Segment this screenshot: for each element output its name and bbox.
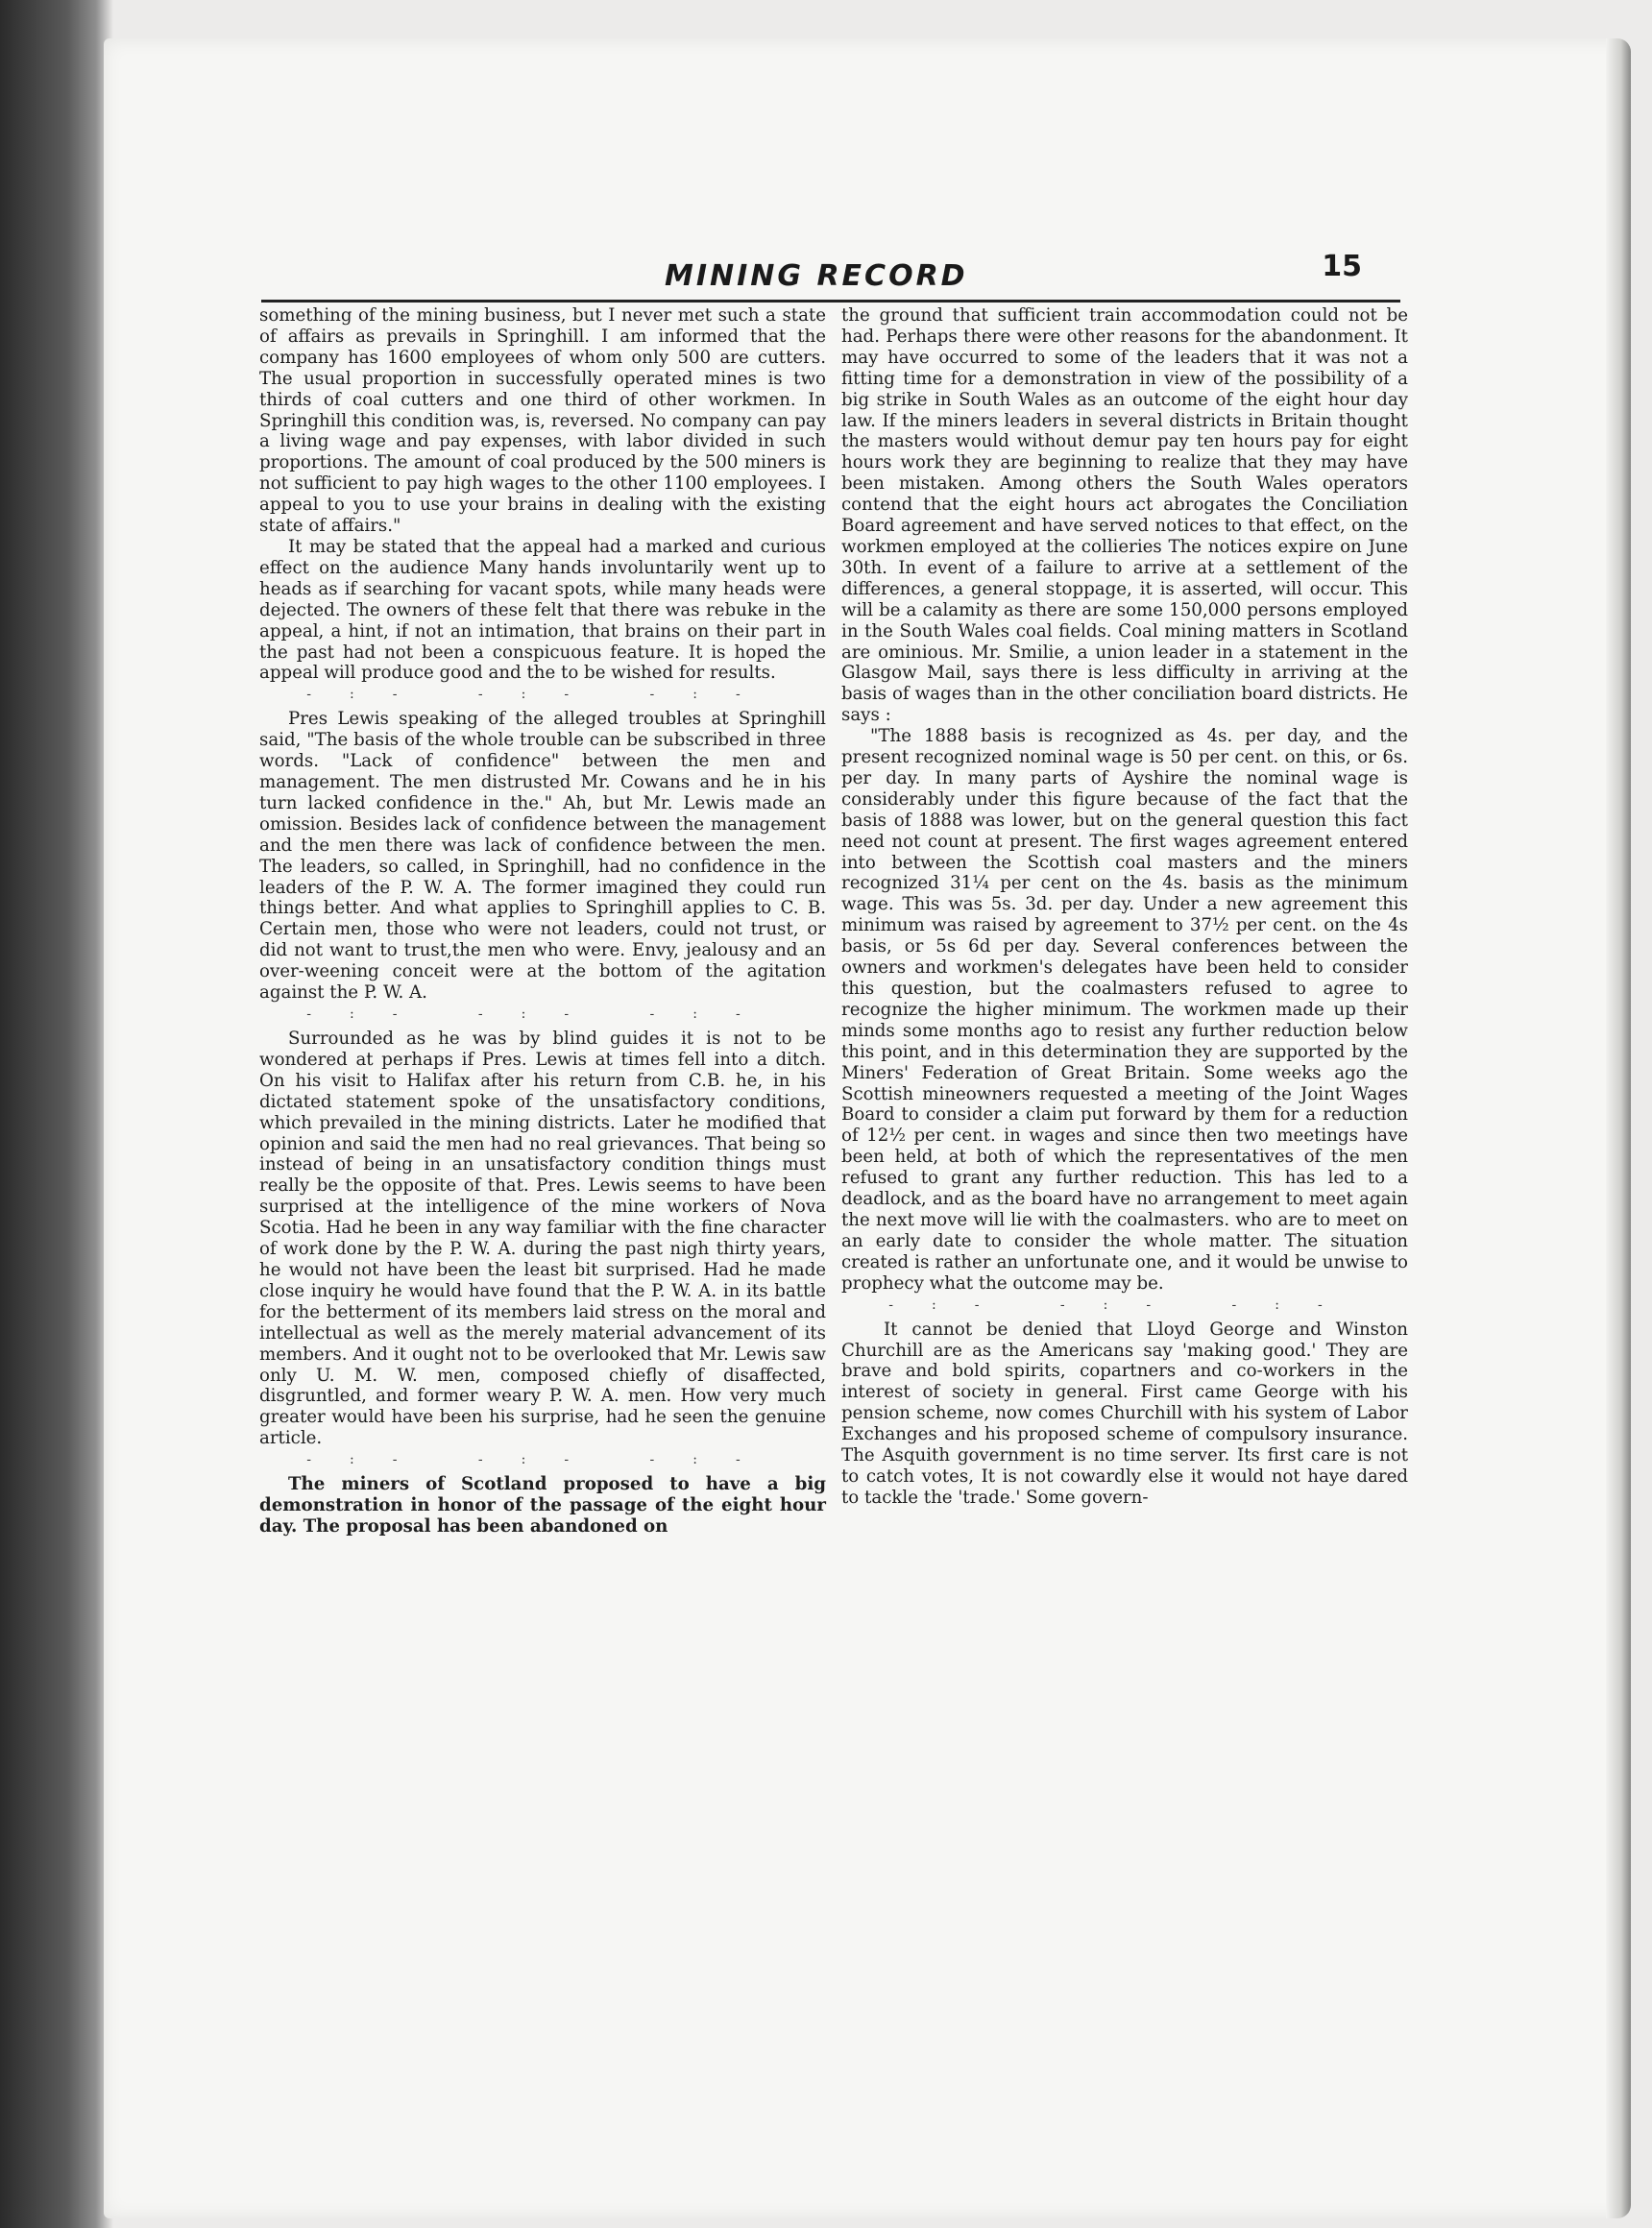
left-paragraph-3: Pres Lewis speaking of the alleged troubles at Springhill said, "The basis of the whole trouble can be subscribed in three words. "Lack of confidence" between the men and management. The men distrusted Mr. Cowans and he in his turn lacked confidence in the." Ah, but Mr. Lewis made an omission. Besides lack of confidence between the management and the men there was lack of confidence between the men. The leaders, so called, in Springhill, had no confidence in the leaders of the P. W. A. The former imagined they could run things better. And what applies to Springhill applies to C. B. Certain men, those who were not leaders, could not trust, or did not want to trust,the men who were. Envy, jealousy and an over-weening conceit were at the bottom of the agitation against the P. W. A. [259,709,826,1004]
left-paragraph-5: The miners of Scotland proposed to have a big demonstration in honor of the passage of the eight hour day. The proposal has been abandoned on [259,1474,826,1537]
running-title: MINING RECORD [665,259,968,293]
section-separator: -:- -:- -:- [306,687,779,703]
page-number: 15 [1322,250,1362,283]
left-paragraph-1: something of the mining business, but I never met such a state of affairs as prevails in Springhill. I am informed that the company has 1600 employees of whom only 500 are cutters. The usual proportion in successfully operated mines is two thirds of coal cutters and one third of other workmen. In Springhill this condition was, is, reversed. No company can pay a living wage and pay expenses, with labor divided in such proportions. The amount of coal produced by the 500 miners is not sufficient to pay high wages to the other 1100 employees. I appeal to you to use your brains in dealing with the existing state of affairs." [259,305,826,537]
left-paragraph-4: Surrounded as he was by blind guides it is not to be wondered at perhaps if Pres. Lewis at times fell into a ditch. On his visit to Halifax after his return from C.B. he, in his dictated statement spoke of the unsatisfactory conditions, which prevailed in the mining districts. Later he modified that opinion and said the men had no real grievances. That being so instead of being in an unsatisfactory condition things must really be the opposite of that. Pres. Lewis seems to have been surprised at the intelligence of the mine workers of Nova Scotia. Had he been in any way familiar with the fine character of work done by the P. W. A. during the past nigh thirty years, he would not have been the least bit surprised. Had he made close inquiry he would have found that the P. W. A. in its battle for the betterment of its members laid stress on the moral and intellectual as well as the merely material advancement of its members. And it ought not to be overlooked that Mr. Lewis saw only U. M. W. men, composed chiefly of disaffected, disgruntled, and former weary P. W. A. men. How very much greater would have been his surprise, had he seen the genuine article. [259,1029,826,1449]
right-column [841,305,1408,1509]
right-paragraph-2: "The 1888 basis is recognized as 4s. per day, and the present recognized nominal wage is 50 per cent. on this, or 6s. per day. In many parts of Ayshire the nominal wage is considerably under this figure because of the fact that the basis of 1888 was lower, but on the general question this fact need not count at present. The first wages agreement entered into between the Scottish coal masters and the miners recognized 31¼ per cent on the 4s. basis as the minimum wage. This was 5s. 3d. per day. Under a new agreement this minimum was raised by agreement to 37½ per cent. on the 4s basis, or 5s 6d per day. Several conferences between the owners and workmen's delegates have been held to consider this question, but the coalmasters refused to agree to recognize the higher minimum. The workmen made up their minds some months ago to resist any further reduction below this point, and in this determination they are supported by the Miners' Federation of Great Britain. Some weeks ago the Scottish mineowners requested a meeting of the Joint Wages Board to consider a claim put forward by them for a reduction of 12½ per cent. in wages and since then two meetings have been held, at both of which the representatives of the men refused to grant any further reduction. This has led to a deadlock, and as the board have no arrangement to meet again the next move will lie with the coalmasters. who are to meet on an early date to consider the whole matter. The situation created is rather an unfortunate one, and it would be unwise to prophecy what the outcome may be. [841,726,1408,1294]
page-edge [1606,38,1631,2218]
section-separator: -:- -:- -:- [888,1296,1361,1313]
right-paragraph-1: the ground that sufficient train accommodation could not be had. Perhaps there were other reasons for the abandonment. It may have occurred to some of the leaders that it was not a fitting time for a demonstration in view of the possibility of a big strike in South Wales as an outcome of the eight hour day law. If the miners leaders in several districts in Britain thought the masters would without demur pay ten hours pay for eight hours work they are beginning to realize that they may have been mistaken. Among others the South Wales operators contend that the eight hours act abrogates the Conciliation Board agreement and have served notices to that effect, on the workmen employed at the collieries The notices expire on June 30th. In event of a failure to arrive at a settlement of the differences, a general stoppage, it is asserted, will occur. This will be a calamity as there are some 150,000 persons employed in the South Wales coal fields. Coal mining matters in Scotland are ominious. Mr. Smilie, a union leader in a statement in the Glasgow Mail, says there is less difficulty in arriving at the basis of wages than in the other conciliation board districts. He says : [841,305,1408,726]
right-paragraph-3: It cannot be denied that Lloyd George and Winston Churchill are as the Americans say 'making good.' They are brave and bold spirits, copartners and co-workers in the interest of society in general. First came George with his pension scheme, now comes Churchill with his system of Labor Exchanges and his proposed scheme of compulsory insurance. The Asquith government is no time server. Its first care is not to catch votes, It is not cowardly else it would not haye dared to tackle the 'trade.' Some govern- [841,1319,1408,1508]
section-separator: -:- -:- -:- [306,1452,779,1468]
section-separator: -:- -:- -:- [306,1006,779,1022]
left-column [259,305,826,1538]
left-paragraph-2: It may be stated that the appeal had a marked and curious effect on the audience Many hands involuntarily went up to heads as if searching for vacant spots, while many heads were dejected. The owners of these felt that there was rebuke in the appeal, a hint, if not an intimation, that brains on their part in the past had not been a conspicuous feature. It is hoped the appeal will produce good and the to be wished for results. [259,536,826,684]
running-header [261,250,1400,303]
